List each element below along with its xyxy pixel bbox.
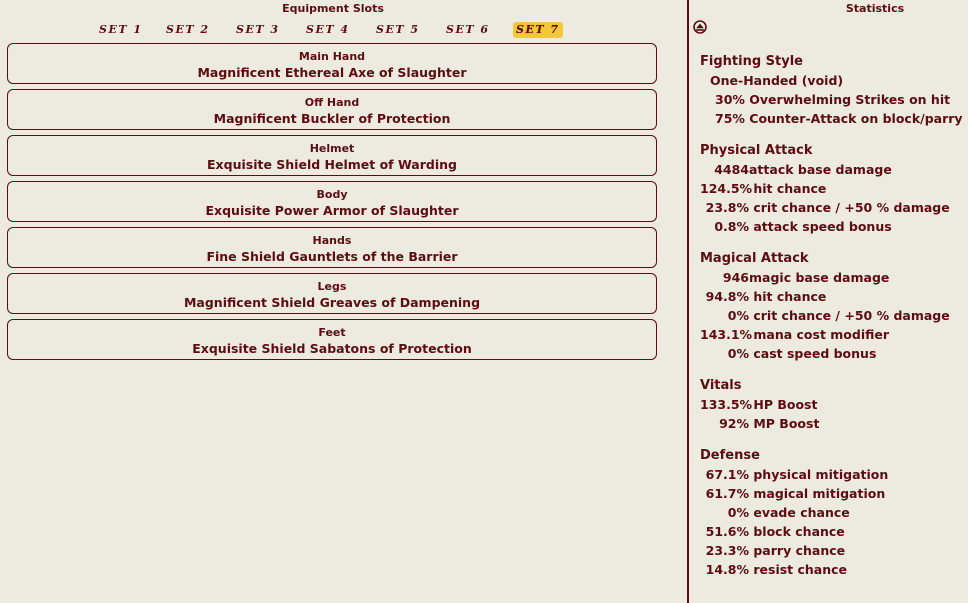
- fighting-style-value: One-Handed (void): [710, 73, 844, 88]
- stat-label: crit chance / +50 % damage: [753, 200, 950, 215]
- tab-set-7[interactable]: SET 7: [513, 22, 563, 38]
- statistics-title: Statistics: [845, 2, 905, 15]
- stat-value: 124.5%: [700, 181, 753, 196]
- stat-label: crit chance / +50 % damage: [753, 308, 950, 323]
- stat-label: attack speed bonus: [753, 219, 892, 234]
- stat-row: [700, 465, 963, 484]
- stat-row: [700, 414, 963, 433]
- stat-value: 4484: [714, 162, 749, 177]
- stat-value: 0%: [727, 346, 749, 361]
- stat-row: [700, 522, 963, 541]
- slot-item: Magnificent Shield Greaves of Dampening: [183, 295, 481, 310]
- slot-item: Magnificent Ethereal Axe of Slaughter: [197, 65, 467, 80]
- stat-label: MP Boost: [753, 416, 820, 431]
- stat-value: 143.1%: [700, 327, 753, 342]
- stat-row: [700, 160, 963, 179]
- stat-label: magic base damage: [749, 270, 890, 285]
- stat-value: 946: [722, 270, 749, 285]
- slot-label: Legs: [317, 280, 347, 293]
- stat-row: [700, 268, 963, 287]
- stat-label: cast speed bonus: [753, 346, 877, 361]
- stat-value: 133.5%: [700, 397, 753, 412]
- slot-helmet[interactable]: [7, 135, 657, 176]
- fighting-style-heading: Fighting Style: [700, 54, 803, 69]
- statistics-panel: [689, 0, 968, 603]
- stat-row: [700, 217, 963, 236]
- stat-label: hit chance: [753, 181, 827, 196]
- stat-row: [700, 179, 963, 198]
- slot-hands[interactable]: [7, 227, 657, 268]
- stat-row: [700, 541, 963, 560]
- fighting-style-line: 30% Overwhelming Strikes on hit: [715, 92, 951, 107]
- tab-set-1[interactable]: SET 1: [99, 23, 143, 36]
- stat-row: [700, 484, 963, 503]
- tab-set-4[interactable]: SET 4: [306, 23, 350, 36]
- stat-row: [700, 306, 963, 325]
- magical-attack-heading: Magical Attack: [700, 251, 809, 266]
- slot-feet[interactable]: [7, 319, 657, 360]
- slot-legs[interactable]: [7, 273, 657, 314]
- stat-value: 0.8%: [714, 219, 749, 234]
- stat-label: HP Boost: [753, 397, 818, 412]
- slot-item: Exquisite Shield Helmet of Warding: [207, 157, 457, 172]
- equipment-title: Equipment Slots: [282, 2, 384, 15]
- stat-value: 0%: [727, 505, 749, 520]
- vitals-heading: Vitals: [700, 378, 742, 393]
- stat-label: mana cost modifier: [753, 327, 890, 342]
- tab-set-3[interactable]: SET 3: [236, 23, 280, 36]
- stat-row: [700, 287, 963, 306]
- stat-label: attack base damage: [749, 162, 892, 177]
- stat-label: parry chance: [753, 543, 846, 558]
- slot-item: Exquisite Power Armor of Slaughter: [205, 203, 459, 218]
- stat-row: [700, 325, 963, 344]
- slot-label: Feet: [318, 326, 346, 339]
- stats-list: [700, 52, 963, 579]
- stat-label: hit chance: [753, 289, 827, 304]
- stat-value: 51.6%: [705, 524, 749, 539]
- collapse-arrow-icon[interactable]: [693, 20, 707, 34]
- stat-row: [700, 344, 963, 363]
- slot-item: Fine Shield Gauntlets of the Barrier: [206, 249, 458, 264]
- stat-label: evade chance: [753, 505, 850, 520]
- tab-set-2[interactable]: SET 2: [166, 23, 210, 36]
- stat-value: 94.8%: [705, 289, 749, 304]
- stat-value: 23.8%: [705, 200, 749, 215]
- slot-body[interactable]: [7, 181, 657, 222]
- stat-value: 67.1%: [705, 467, 749, 482]
- stat-row: [700, 560, 963, 579]
- slot-label: Off Hand: [304, 96, 360, 109]
- physical-attack-heading: Physical Attack: [700, 143, 813, 158]
- fighting-style-line: 75% Counter-Attack on block/parry: [715, 111, 963, 126]
- slot-off-hand[interactable]: [7, 89, 657, 130]
- stat-row: [700, 503, 963, 522]
- stat-value: 61.7%: [705, 486, 749, 501]
- defense-heading: Defense: [700, 448, 760, 463]
- stat-label: resist chance: [753, 562, 848, 577]
- slot-label: Main Hand: [298, 50, 366, 63]
- stat-row: [700, 395, 963, 414]
- slot-label: Helmet: [309, 142, 355, 155]
- stat-label: physical mitigation: [753, 467, 889, 482]
- tab-set-5[interactable]: SET 5: [376, 23, 420, 36]
- tab-set-6[interactable]: SET 6: [446, 23, 490, 36]
- stat-value: 14.8%: [705, 562, 749, 577]
- slot-item: Exquisite Shield Sabatons of Protection: [192, 341, 472, 356]
- slot-label: Body: [316, 188, 348, 201]
- stat-value: 92%: [719, 416, 749, 431]
- slot-label: Hands: [312, 234, 352, 247]
- slot-main-hand[interactable]: [7, 43, 657, 84]
- stat-value: 0%: [727, 308, 749, 323]
- stat-label: magical mitigation: [753, 486, 886, 501]
- stat-value: 23.3%: [705, 543, 749, 558]
- stat-label: block chance: [753, 524, 845, 539]
- slot-item: Magnificent Buckler of Protection: [213, 111, 451, 126]
- stat-row: [700, 198, 963, 217]
